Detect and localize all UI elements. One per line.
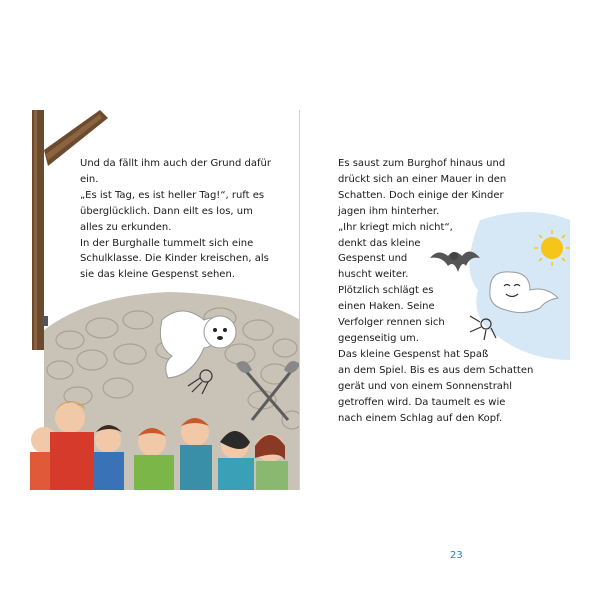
page-number: 23 (450, 550, 463, 561)
text-line: Das kleine Gespenst hat Spaß (338, 348, 489, 360)
left-page (30, 110, 300, 490)
text-line: Plötzlich schlägt es (338, 285, 434, 297)
text-line: ein. (80, 173, 99, 185)
text-line: getroffen wird. Da taumelt es wie (338, 396, 506, 408)
text-line: huscht weiter. (338, 269, 409, 281)
text-line: gerät und von einem Sonnenstrahl (338, 380, 513, 392)
text-line: alles zu erkunden. (80, 221, 172, 233)
text-line: an dem Spiel. Bis es aus dem Schatten (338, 364, 534, 376)
text-line: überglücklich. Dann eilt es los, um (80, 205, 253, 217)
text-line: denkt das kleine (338, 237, 421, 249)
text-line: einen Haken. Seine (338, 301, 435, 313)
text-line: gegenseitig um. (338, 332, 419, 344)
text-line: Gespenst und (338, 253, 408, 265)
text-line: Es saust zum Burghof hinaus und (338, 158, 506, 169)
text-line: drückt sich an einer Mauer in den (338, 173, 507, 185)
left-page-text (80, 156, 271, 283)
text-line: Schatten. Doch einige der Kinder (338, 189, 504, 201)
text-line: „Ihr kriegt mich nicht“, (338, 221, 453, 233)
book-spread (30, 110, 570, 561)
sky-ghost-illustration (420, 210, 570, 360)
text-line: Schulklasse. Die Kinder kreischen, als (80, 253, 269, 265)
text-line: jagen ihm hinterher. (338, 205, 440, 217)
text-line: nach einem Schlag auf den Kopf. (338, 412, 503, 424)
right-page (300, 110, 570, 490)
text-line: „Es ist Tag, es ist heller Tag!“, ruft es (80, 189, 265, 201)
text-line: sie das kleine Gespenst sehen. (80, 269, 235, 281)
text-line: Und da fällt ihm auch der Grund dafür (80, 158, 271, 169)
castle-hall-illustration (30, 290, 300, 490)
text-line: In der Burghalle tummelt sich eine (80, 237, 254, 249)
text-line: Verfolger rennen sich (338, 317, 445, 329)
